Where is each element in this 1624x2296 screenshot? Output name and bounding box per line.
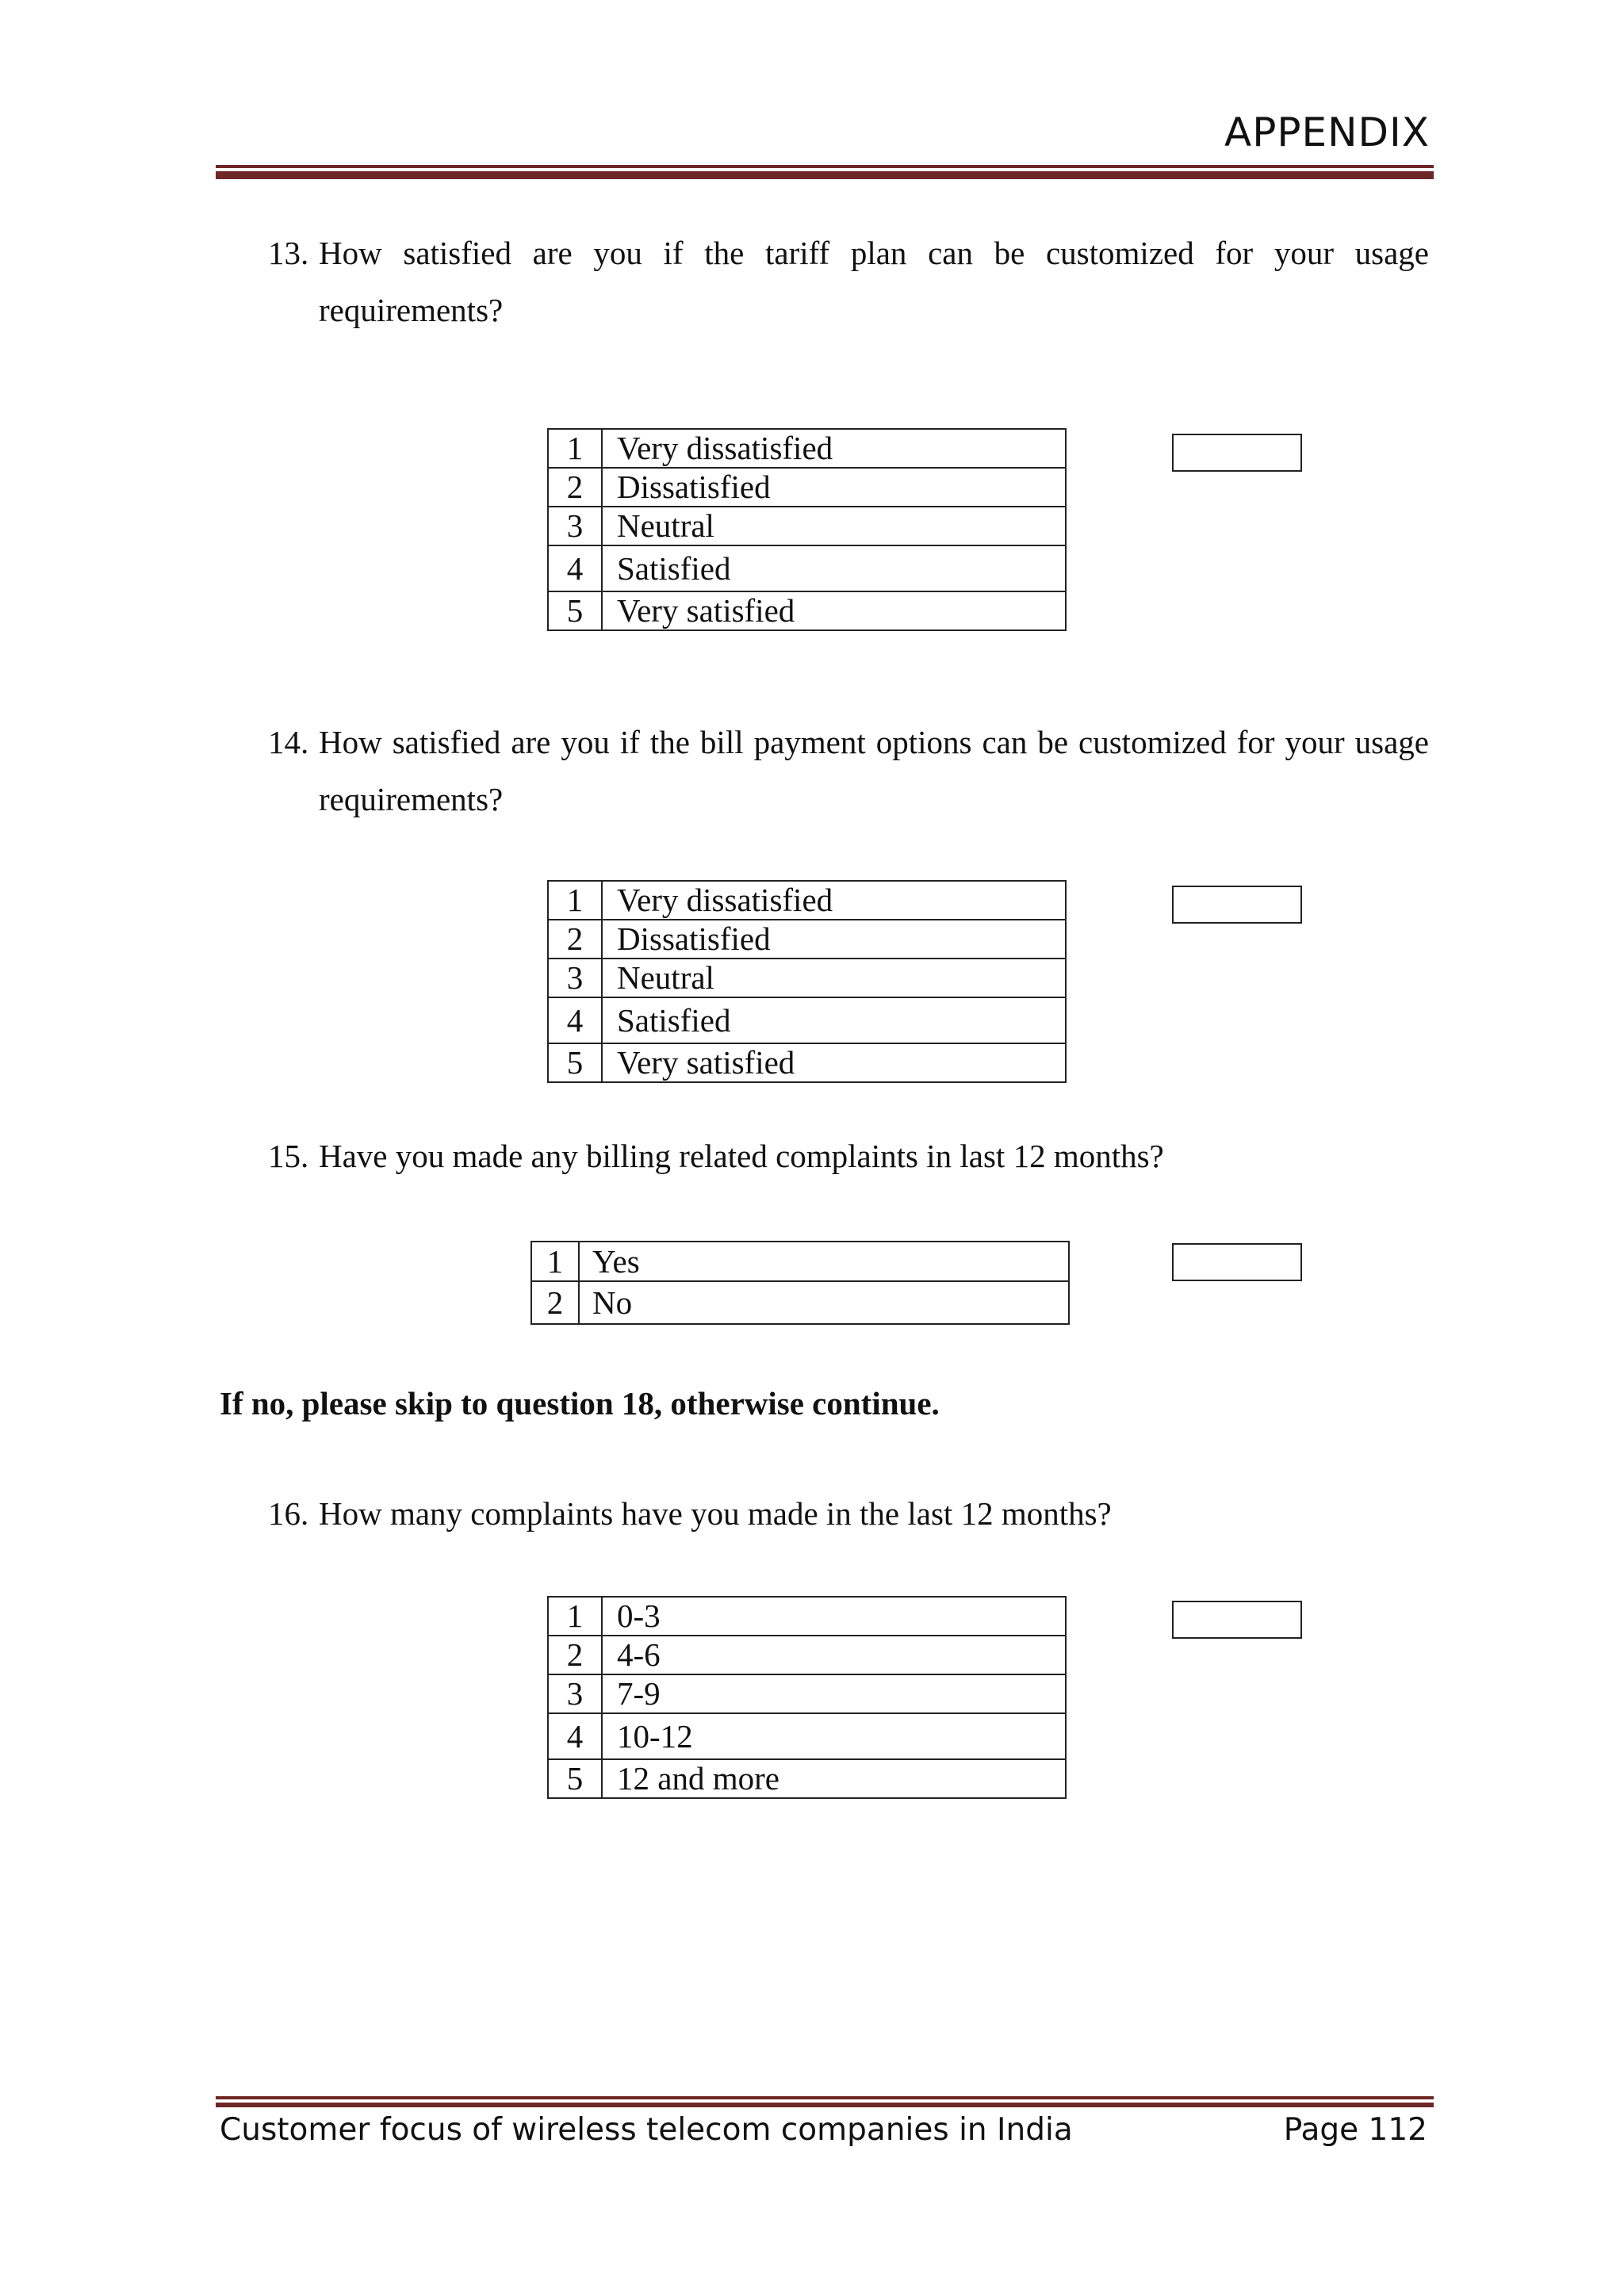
question-number: 14. <box>268 724 309 760</box>
option-label: Very satisfied <box>602 1043 1066 1082</box>
question-number: 13. <box>268 235 309 271</box>
option-label: Very dissatisfied <box>602 881 1066 920</box>
option-code: 1 <box>548 1597 602 1636</box>
header-rule <box>216 165 1434 179</box>
options-table-q14 <box>547 880 1067 1083</box>
option-label: 12 and more <box>602 1759 1066 1798</box>
option-code: 3 <box>548 1674 602 1713</box>
option-label: Very dissatisfied <box>602 429 1066 468</box>
question-text: How satisfied are you if the tariff plan can be customized for your usage requirements? <box>319 235 1429 328</box>
option-code: 5 <box>548 591 602 630</box>
question-number: 16. <box>268 1495 309 1532</box>
option-label: Very satisfied <box>602 591 1066 630</box>
question-15 <box>268 1127 1429 1184</box>
option-label: Satisfied <box>602 545 1066 591</box>
option-code: 4 <box>548 1713 602 1759</box>
question-number: 15. <box>268 1138 309 1174</box>
question-13 <box>268 224 1429 339</box>
footer-page-number: Page 112 <box>1283 2112 1427 2148</box>
option-label: Yes <box>579 1242 1069 1281</box>
option-label: 4-6 <box>602 1636 1066 1674</box>
footer-rule <box>216 2096 1434 2107</box>
footer-document-title: Customer focus of wireless telecom companies in India <box>220 2112 1073 2148</box>
option-label: 10-12 <box>602 1713 1066 1759</box>
page-header-title: APPENDIX <box>1224 109 1430 155</box>
option-code: 2 <box>531 1281 579 1324</box>
question-text: Have you made any billing related complaints in last 12 months? <box>319 1138 1164 1174</box>
option-code: 3 <box>548 959 602 997</box>
option-label: 0-3 <box>602 1597 1066 1636</box>
option-label: Satisfied <box>602 997 1066 1043</box>
options-table-q16 <box>547 1596 1067 1799</box>
question-14 <box>268 714 1429 828</box>
option-code: 2 <box>548 468 602 507</box>
skip-instruction: If no, please skip to question 18, otherwise continue. <box>220 1385 940 1422</box>
answer-box-q14[interactable] <box>1172 886 1302 924</box>
option-code: 4 <box>548 997 602 1043</box>
option-code: 1 <box>531 1242 579 1281</box>
option-label: Neutral <box>602 507 1066 545</box>
option-code: 5 <box>548 1759 602 1798</box>
answer-box-q13[interactable] <box>1172 434 1302 472</box>
option-label: Dissatisfied <box>602 920 1066 959</box>
option-label: Neutral <box>602 959 1066 997</box>
option-code: 3 <box>548 507 602 545</box>
answer-box-q16[interactable] <box>1172 1601 1302 1639</box>
option-code: 5 <box>548 1043 602 1082</box>
question-text: How many complaints have you made in the last 12 months? <box>319 1495 1112 1532</box>
question-text: How satisfied are you if the bill payment options can be customized for your usage requirements? <box>319 724 1429 817</box>
option-label: Dissatisfied <box>602 468 1066 507</box>
option-code: 2 <box>548 1636 602 1674</box>
option-code: 4 <box>548 545 602 591</box>
options-table-q15 <box>530 1241 1070 1325</box>
options-table-q13 <box>547 428 1067 631</box>
question-16 <box>268 1485 1429 1542</box>
option-code: 1 <box>548 881 602 920</box>
answer-box-q15[interactable] <box>1172 1243 1302 1281</box>
option-label: No <box>579 1281 1069 1324</box>
option-code: 2 <box>548 920 602 959</box>
option-code: 1 <box>548 429 602 468</box>
option-label: 7-9 <box>602 1674 1066 1713</box>
